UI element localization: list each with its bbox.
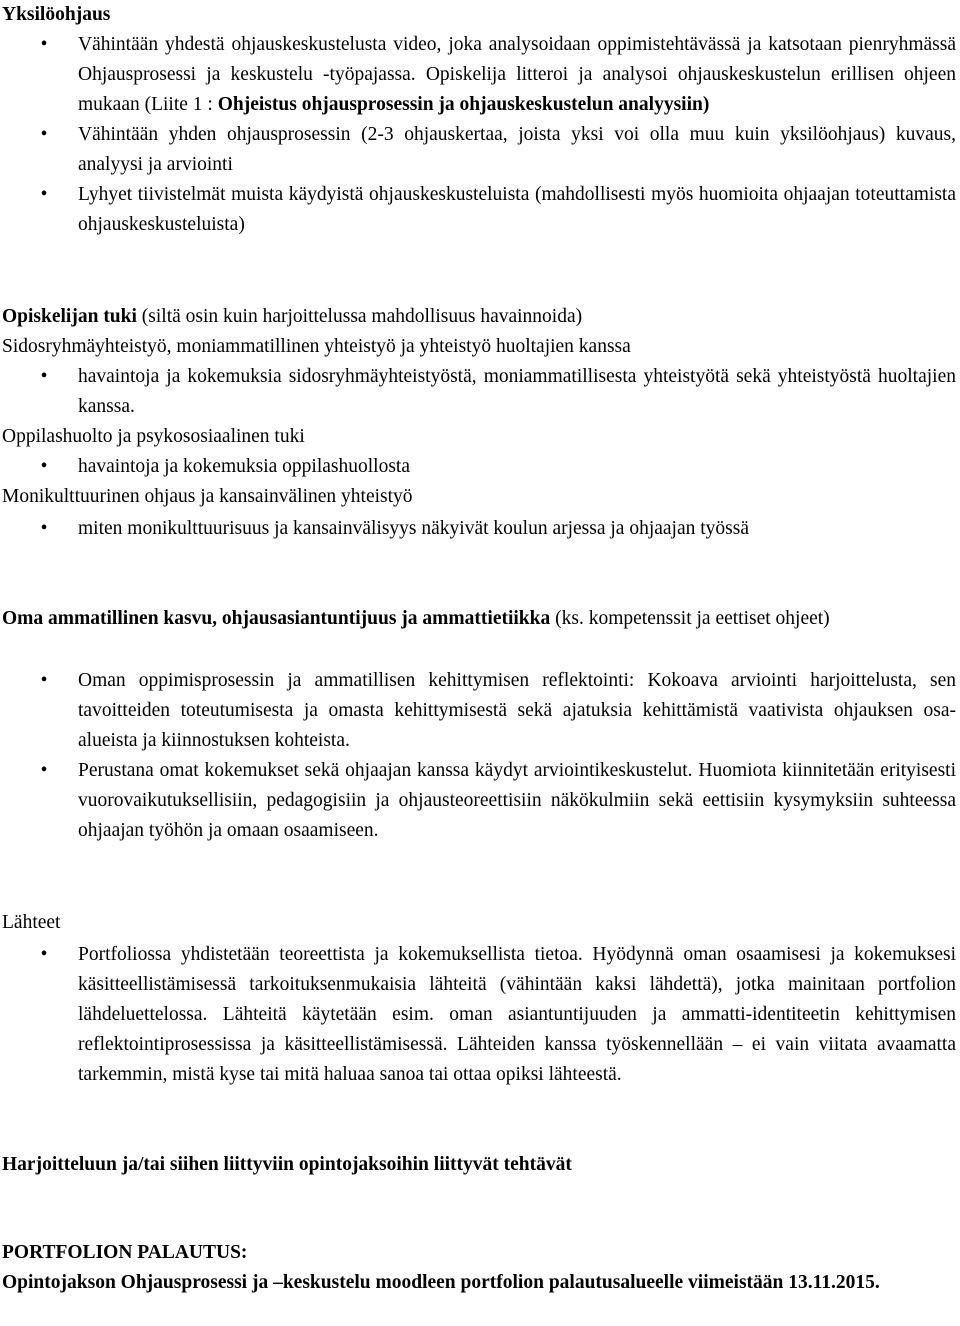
list-item: • havaintoja ja kokemuksia sidosryhmäyhteistyöstä, moniammatillisesta yhteistyötä sekä yhteistyöstä huoltajien kanssa. <box>0 362 956 422</box>
list-item: • Lyhyet tiivistelmät muista käydyistä ohjauskeskusteluista (mahdollisesti myös huomioita ohjaajan toteuttamista ohjauskeskusteluista) <box>0 180 956 240</box>
bullet-icon: • <box>40 518 48 539</box>
section-heading-yksiloohjaus <box>2 0 956 30</box>
subheading-monikulttuurinen: Monikulttuurinen ohjaus ja kansainvälinen yhteistyö <box>2 486 413 507</box>
sidosryhma-list <box>0 362 956 422</box>
heading-text: Yksilöohjaus <box>2 4 111 25</box>
ammatillinen-kasvu-list <box>0 666 956 846</box>
subheading-oppilashuolto: Oppilashuolto ja psykososiaalinen tuki <box>2 426 305 447</box>
yksiloohjaus-list <box>0 30 956 240</box>
list-item: • Vähintään yhdestä ohjauskeskustelusta video, joka analysoidaan oppimistehtävässä ja katsotaan pienryhmässä Ohjausprosessi ja keskustelu -työpajassa. Opiskelija litteroi ja analysoi ohjauskeskustelun erillisen ohjeen mukaan (Liite 1 : Ohjeistus ohjausprosessin ja ohjauskeskustelun analyysiin) <box>0 30 956 120</box>
list-item: • Oman oppimisprosessin ja ammatillisen kehittymisen reflektointi: Kokoava arviointi harjoittelusta, sen tavoitteiden toteutumisesta ja omasta kehittymisestä sekä ajatuksia kehittämistä vaativista ohjauksen osa-alueista ja kiinnostuksen kohteista. <box>0 666 956 756</box>
section-heading-harjoitteluun: Harjoitteluun ja/tai siihen liittyviin opintojaksoihin liittyvät tehtävät <box>2 1154 572 1175</box>
bullet-icon: • <box>40 124 48 145</box>
section-heading-portfolion-palautus: PORTFOLION PALAUTUS: <box>2 1242 248 1263</box>
oppilashuolto-list <box>0 452 956 482</box>
section-heading-ammatillinen-kasvu: Oma ammatillinen kasvu, ohjausasiantuntijuus ja ammattietiikka (ks. kompetenssit ja eettiset ohjeet) <box>2 608 830 629</box>
subheading-sidosryhma: Sidosryhmäyhteistyö, moniammatillinen yhteistyö ja yhteistyö huoltajien kanssa <box>2 336 631 357</box>
bullet-icon: • <box>40 760 48 781</box>
bullet-icon: • <box>40 184 48 205</box>
monikulttuurinen-list <box>0 514 956 544</box>
list-item: • miten monikulttuurisuus ja kansainvälisyys näkyivät koulun arjessa ja ohjaajan työssä <box>0 514 956 544</box>
lahteet-list <box>0 940 956 1090</box>
bullet-icon: • <box>40 944 48 965</box>
portfolion-palautus-text: Opintojakson Ohjausprosessi ja –keskustelu moodleen portfolion palautusalueelle viimeistään 13.11.2015. <box>2 1272 880 1293</box>
bullet-icon: • <box>40 456 48 477</box>
list-item: • havaintoja ja kokemuksia oppilashuollosta <box>0 452 956 482</box>
list-item: • Perustana omat kokemukset sekä ohjaajan kanssa käydyt arviointikeskustelut. Huomiota kiinnitetään erityisesti vuorovaikutuksellisiin, pedagogisiin ja ohjausteoreettisiin näkökulmiin sekä eettisiin kysymyksiin suhteessa ohjaajan työhön ja omaan osaamiseen. <box>0 756 956 846</box>
section-heading-lahteet: Lähteet <box>2 912 61 933</box>
bullet-icon: • <box>40 366 48 387</box>
section-heading-opiskelijan-tuki: Opiskelijan tuki (siltä osin kuin harjoittelussa mahdollisuus havainnoida) <box>2 306 583 327</box>
bullet-icon: • <box>40 670 48 691</box>
bullet-icon: • <box>40 34 48 55</box>
list-item: • Portfoliossa yhdistetään teoreettista ja kokemuksellista tietoa. Hyödynnä oman osaamisesi ja kokemuksesi käsitteellistämisessä tarkoituksenmukaisia lähteitä (vähintään kaksi lähdettä), jotka mainitaan portfolion lähdeluettelossa. Lähteitä käytetään esim. oman asiantuntijuuden ja ammatti-identiteetin kehittymisen reflektointiprosessissa ja käsitteellistämisessä. Lähteiden kanssa työskennellään – ei vain viitata avaamatta tarkemmin, mistä kyse tai mitä haluaa sanoa tai ottaa opiksi lähteestä. <box>0 940 956 1090</box>
list-item: • Vähintään yhden ohjausprosessin (2-3 ohjauskertaa, joista yksi voi olla muu kuin yksilöohjaus) kuvaus, analyysi ja arviointi <box>0 120 956 180</box>
